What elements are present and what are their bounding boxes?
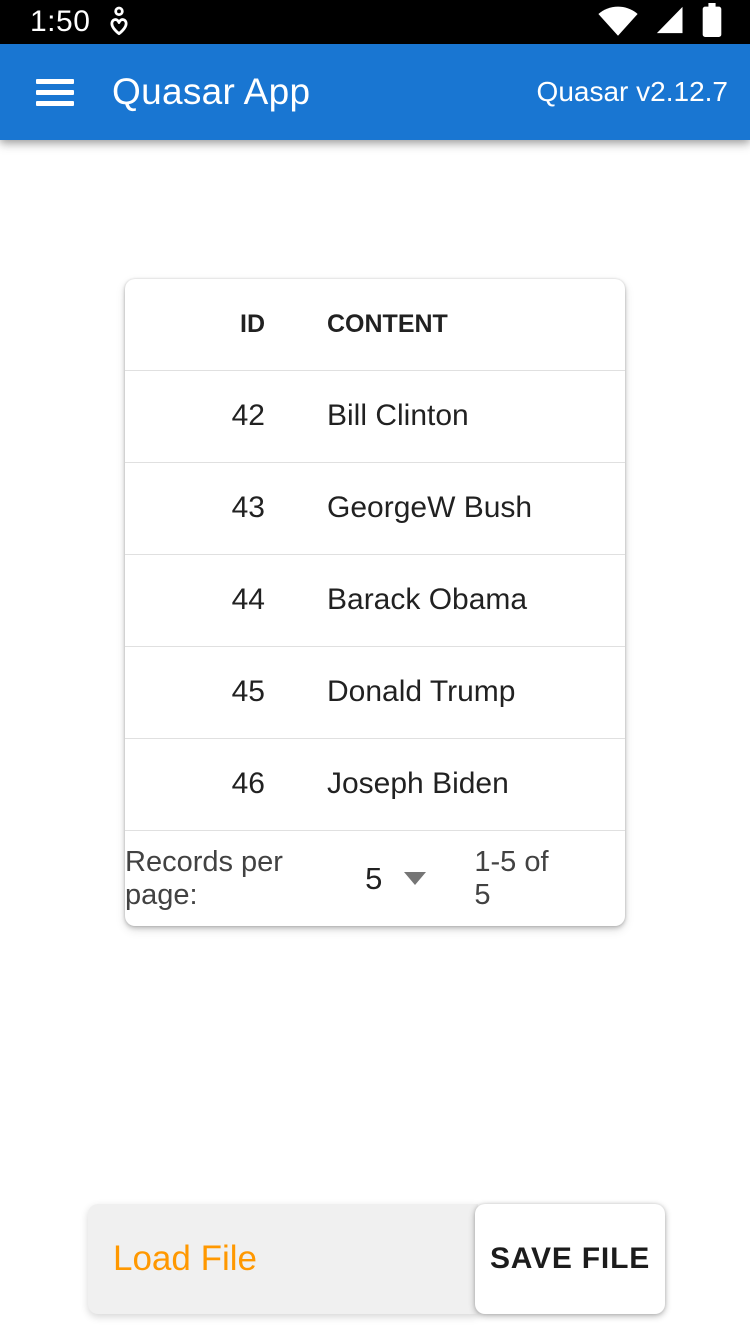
table-row [125,554,625,646]
quasar-version-label: Quasar v2.12.7 [536,76,728,107]
cell-id: 45 [231,675,265,708]
cell-id: 46 [231,767,265,801]
records-per-page-select[interactable] [365,861,426,897]
load-file-label: Load File [113,1239,257,1278]
dropdown-arrow-icon [404,872,426,885]
column-header-id: ID [240,309,265,338]
cell-content: Barack Obama [327,583,528,616]
wifi-icon [596,3,640,42]
battery-icon [700,3,724,42]
table-card [125,279,625,926]
load-file-input[interactable] [88,1204,478,1314]
status-time: 1:50 [30,5,91,38]
cell-id: 42 [231,399,265,432]
cell-id: 44 [231,583,265,616]
table-row [125,370,625,462]
app-header [0,44,750,140]
records-per-page-label: Records per page: [125,845,283,911]
page-title: Quasar App [112,71,311,112]
table-row [125,646,625,738]
table-row [125,462,625,554]
status-bar [0,0,750,44]
records-per-page-value: 5 [365,860,383,896]
wellbeing-heart-icon [106,6,132,38]
save-file-button[interactable]: SAVE FILE [475,1204,665,1314]
table-header-row [125,279,625,370]
cellular-signal-icon [654,5,686,40]
cell-content: Bill Clinton [327,399,469,432]
cell-id: 43 [231,491,265,524]
hamburger-menu-icon[interactable] [36,79,74,106]
column-header-content: CONTENT [327,309,448,338]
cell-content: GeorgeW Bush [327,491,533,524]
cell-content: Joseph Biden [327,767,509,801]
table-row [125,738,625,830]
table-pagination [125,830,625,926]
cell-content: Donald Trump [327,675,516,708]
presidents-table [125,279,625,830]
pagination-range-label: 1-5 of 5 [474,845,549,911]
